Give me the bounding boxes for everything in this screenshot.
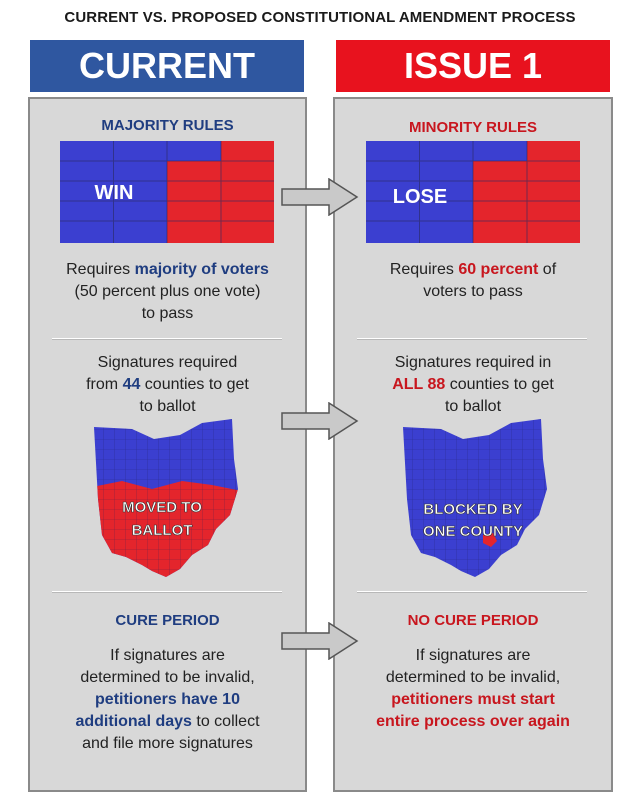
cure-text-line5: and file more signatures (82, 735, 253, 752)
signatures-req-line2: ALL 88 counties to get (392, 376, 554, 393)
no-cure-text-line4: entire process over again (376, 713, 570, 730)
cure-text-line3: petitioners have 10 (95, 691, 240, 708)
current-header: CURRENT (28, 38, 306, 94)
signatures-line3: to ballot (139, 398, 196, 415)
divider (357, 591, 587, 593)
map-label-moved-2: BALLOT (131, 522, 193, 539)
signatures-req-line3: to ballot (444, 398, 502, 415)
signatures-line2: from 44 counties to get (86, 376, 249, 393)
majority-rules-title: MAJORITY RULES (101, 117, 234, 134)
divider (357, 338, 587, 340)
page-title: CURRENT VS. PROPOSED CONSTITUTIONAL AMENDMENT PROCESS (64, 9, 576, 26)
grid-label-lose: LOSE (392, 186, 448, 208)
vote-grid-lose (366, 141, 580, 243)
vote-grid-win (60, 141, 274, 243)
majority-text-line1: Requires majority of voters (66, 261, 269, 278)
arrow-right-icon (281, 402, 359, 440)
minority-rules-title: MINORITY RULES (408, 119, 538, 136)
no-cure-text-line1: If signatures are (415, 647, 531, 664)
cure-text-line2: determined to be invalid, (80, 669, 255, 686)
signatures-req-line1: Signatures required in (394, 354, 552, 371)
minority-text-line1: Requires 60 percent of (389, 261, 557, 278)
cure-period-title: CURE PERIOD (115, 612, 220, 629)
map-label-moved-1: MOVED TO (122, 499, 202, 516)
arrow-right-icon (281, 622, 359, 660)
issue-1-panel (333, 97, 613, 792)
divider (52, 591, 282, 593)
ohio-map-blocked (401, 419, 551, 579)
cure-text-line4: additional days to collect (75, 713, 260, 730)
cure-text-line1: If signatures are (110, 647, 225, 664)
divider (52, 338, 282, 340)
map-label-blocked-1: BLOCKED BY (423, 501, 523, 518)
minority-text-line2: voters to pass (423, 283, 523, 300)
ohio-map-moved (92, 419, 242, 579)
majority-text-line2: (50 percent plus one vote) (74, 283, 261, 300)
no-cure-text-line2: determined to be invalid, (385, 669, 561, 686)
issue-1-header: ISSUE 1 (334, 38, 612, 94)
majority-text-line3: to pass (141, 305, 194, 322)
no-cure-period-title: NO CURE PERIOD (407, 612, 539, 629)
grid-label-win: WIN (94, 182, 134, 204)
current-panel (28, 97, 307, 792)
map-label-blocked-2: ONE COUNTY (422, 523, 524, 540)
no-cure-text-line3: petitioners must start (391, 691, 555, 708)
signatures-line1: Signatures required (97, 354, 238, 371)
arrow-right-icon (281, 178, 359, 216)
